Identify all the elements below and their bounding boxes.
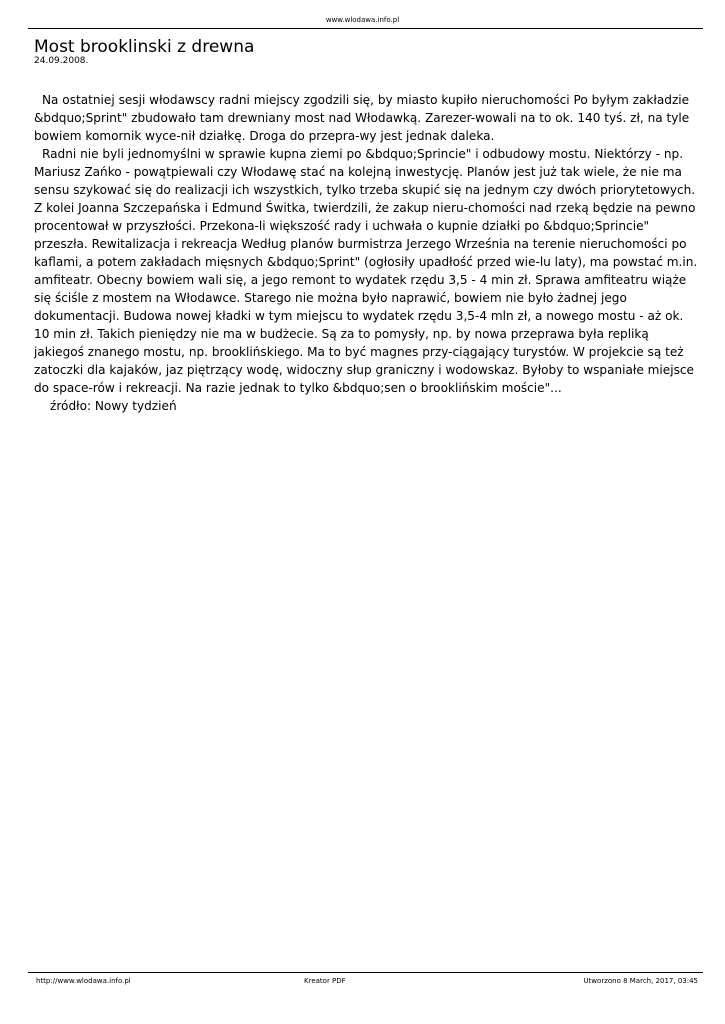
article-title: Most brooklinski z drewna <box>34 37 255 57</box>
footer-created: Utworzono 8 March, 2017, 03:45 <box>583 977 698 985</box>
article-source: źródło: Nowy tydzień <box>50 399 177 413</box>
header-url: www.wlodawa.info.pl <box>325 16 400 24</box>
article-paragraph: Na ostatniej sesji włodawscy radni miejscy zgodzili się, by miasto kupiło nieruchomości Po byłym zakładzie &bdquo;Sprint" zbudowało tam drewniany most nad Włodawką. Zarezer-wowali na to ok. 140 tyś. zł, na tyle bowiem komornik wyce-nił działkę. Droga do przepra-wy jest jednak daleka. <box>34 93 690 143</box>
header-divider <box>28 28 703 29</box>
article-date: 24.09.2008. <box>34 56 89 66</box>
footer-generator: Kreator PDF <box>304 977 346 985</box>
article-body <box>34 91 698 415</box>
article-paragraph: Radni nie byli jednomyślni w sprawie kupna ziemi po &bdquo;Sprincie" i odbudowy mostu. Niektórzy - np. Mariusz Zańko - powątpiewali czy Włodawę stać na kolejną inwestycję. Planów jest już tak wiele, że nie ma sensu szykować się do realizacji ich wszystkich, tylko trzeba skupić się na jednym czy dwóch priorytetowych. Z kolei Joanna Szczepańska i Edmund Świtka, twierdzili, że zakup nieru-chomości nad rzeką będzie na pewno procentował w przyszłości. Przekona-li większość rady i uchwała o kupnie działki po &bdquo;Sprincie" przeszła. Rewitalizacja i rekreacja Według planów burmistrza Jerzego Września na terenie nieruchomości po kaflami, a potem zakładach mięsnych &bdquo;Sprint" (ogłosiły upadłość przed wie-lu laty), ma powstać m.in. amfiteatr. Obecny bowiem wali się, a jego remont to wydatek rzędu 3,5 - 4 min zł. Sprawa amfiteatru wiąże się ściśle z mostem na Włodawce. Starego nie można było naprawić, bowiem nie było żadnej jego dokumentacji. Budowa nowej kładki w tym miejscu to wydatek rzędu 3,5-4 mln zł, a nowego mostu - aż ok. 10 min zł. Takich pieniędzy nie ma w budżecie. Są za to pomysły, np. by nowa przeprawa była repliką jakiegoś znanego mostu, np. brooklińskiego. Ma to być magnes przy-ciągający turystów. W projekcie są też zatoczki dla kajaków, jaz piętrzący wodę, widoczny słup graniczny i wodowskaz. Byłoby to wspaniałe miejsce do space-rów i rekreacji. Na razie jednak to tylko &bdquo;sen o brooklińskim moście"... <box>34 147 698 395</box>
footer-divider <box>28 972 703 973</box>
footer-url: http://www.wlodawa.info.pl <box>36 977 131 985</box>
